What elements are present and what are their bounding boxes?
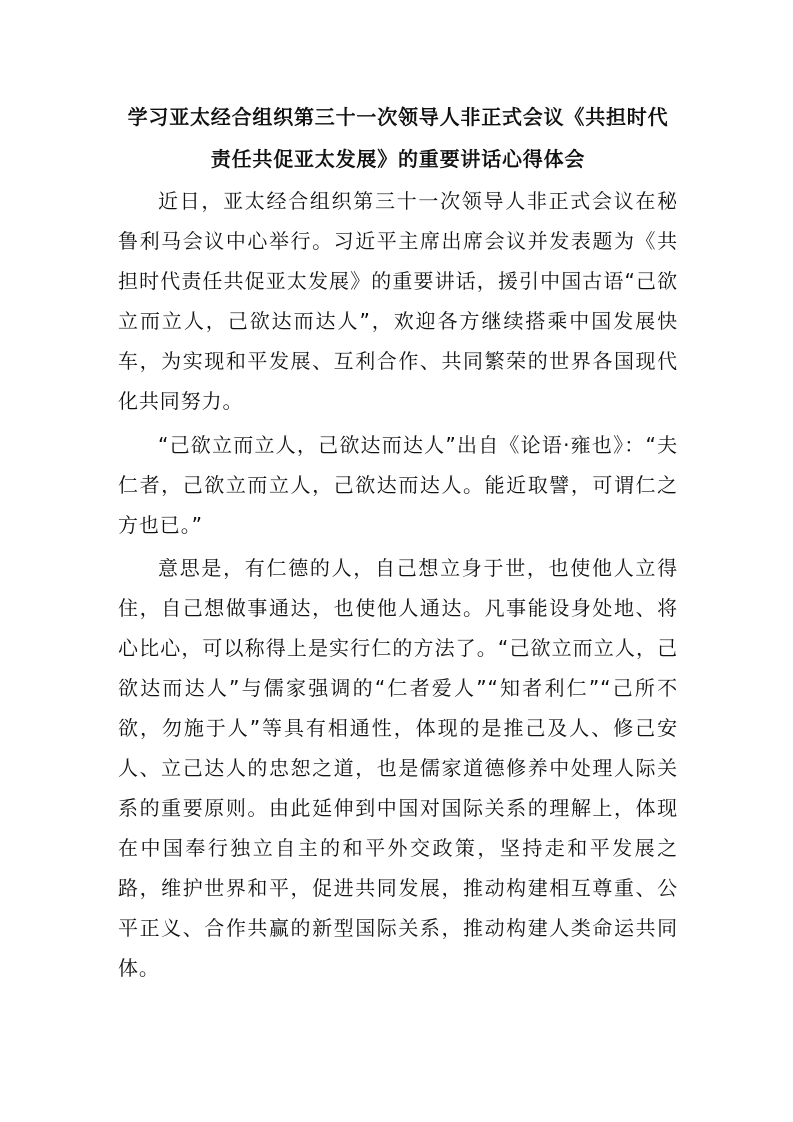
paragraph-1: 近日，亚太经合组织第三十一次领导人非正式会议在秘鲁利马会议中心举行。习近平主席出席会议并发表题为《共担时代责任共促亚太发展》的重要讲话，援引中国古语“己欲立而立人，己欲达而达人”，欢迎各方继续搭乘中国发展快车，为实现和平发展、互利合作、共同繁荣的世界各国现代化共同努力。: [118, 189, 678, 413]
document-title-line-1: 学习亚太经合组织第三十一次领导人非正式会议《共担时代: [127, 105, 669, 129]
paragraph-3: 意思是，有仁德的人，自己想立身于世，也使他人立得住，自己想做事通达，也使他人通达。凡事能设身处地、将心比心，可以称得上是实行仁的方法了。“己欲立而立人，己欲达而达人”与儒家强调的“仁者爱人”“知者利仁”“己所不欲，勿施于人”等具有相通性，体现的是推己及人、修己安人、立己达人的忠恕之道，也是儒家道德修养中处理人际关系的重要原则。由此延伸到中国对国际关系的理解上，体现在中国奉行独立自主的和平外交政策，坚持走和平发展之路，维护世界和平，促进共同发展，推动构建相互尊重、公平正义、合作共赢的新型国际关系，推动构建人类命运共同体。: [118, 556, 678, 980]
paragraph-2: “己欲立而立人，己欲达而达人”出自《论语·雍也》：“夫仁者，己欲立而立人，己欲达而达人。能近取譬，可谓仁之方也已。”: [118, 433, 678, 537]
document-title-line-2: 责任共促亚太发展》的重要讲话心得体会: [210, 147, 586, 171]
